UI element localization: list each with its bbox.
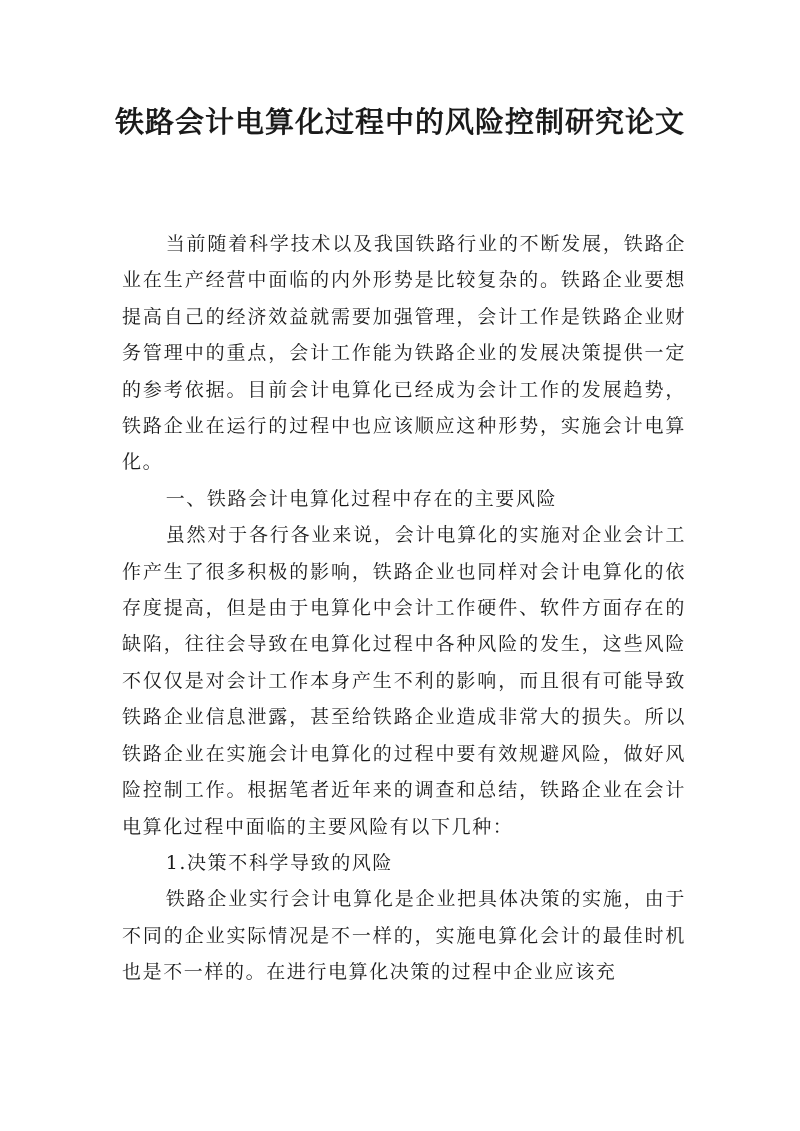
document-body bbox=[122, 226, 686, 991]
paragraph-decision: 铁路企业实行会计电算化是企业把具体决策的实施，由于不同的企业实际情况是不一样的，实施电算化会计的最佳时机也是不一样的。在进行电算化决策的过程中企业应该充 bbox=[122, 888, 686, 984]
section-heading: 一、铁路会计电算化过程中存在的主要风险 bbox=[165, 487, 558, 510]
paragraph-risks: 虽然对于各行各业来说，会计电算化的实施对企业会计工作产生了很多积极的影响，铁路企业也同样对会计电算化的依存度提高，但是由于电算化中会计工作硬件、软件方面存在的缺陷，往往会导致在电算化过程中各种风险的发生，这些风险不仅仅是对会计工作本身产生不利的影响，而且很有可能导致铁路企业信息泄露，甚至给铁路企业造成非常大的损失。所以铁路企业在实施会计电算化的过程中要有效规避风险，做好风险控制工作。根据笔者近年来的调查和总结，铁路企业在会计电算化过程中面临的主要风险有以下几种： bbox=[122, 524, 686, 838]
document-title: 铁路会计电算化过程中的风险控制研究论文 bbox=[114, 105, 685, 139]
subsection-heading: 1.决策不科学导致的风险 bbox=[165, 851, 394, 874]
paragraph-intro: 当前随着科学技术以及我国铁路行业的不断发展，铁路企业在生产经营中面临的内外形势是比较复杂的。铁路企业要想提高自己的经济效益就需要加强管理，会计工作是铁路企业财务管理中的重点，会计工作能为铁路企业的发展决策提供一定的参考依据。目前会计电算化已经成为会计工作的发展趋势，铁路企业在运行的过程中也应该顺应这种形势，实施会计电算化。 bbox=[122, 233, 686, 474]
